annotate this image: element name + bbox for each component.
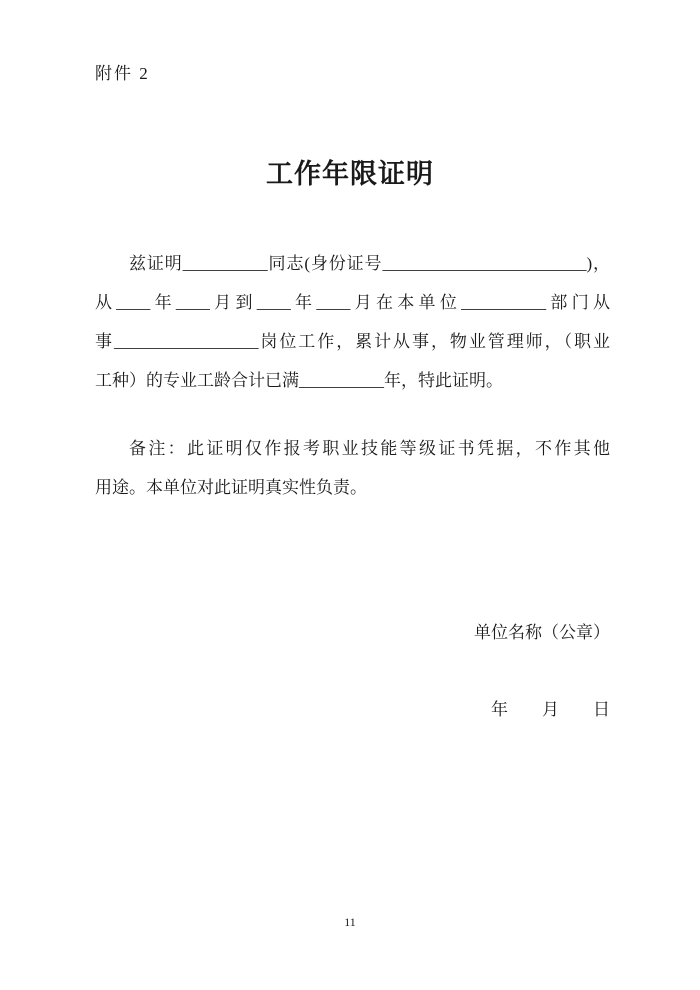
certificate-body — [95, 244, 610, 400]
body-line-1: 兹证明__________同志(身份证号________________________)， — [129, 254, 610, 273]
body-line-2: 从____年____月到____年____月在本单位__________部门从 — [95, 293, 610, 312]
unit-name-seal-label: 单位名称（公章） — [474, 623, 610, 642]
note-paragraph — [95, 429, 610, 507]
page-title: 工作年限证明 — [266, 159, 434, 189]
note-line-2: 用途。本单位对此证明真实性负责。 — [95, 478, 367, 497]
page-number: 11 — [344, 915, 356, 929]
attachment-label: 附件 2 — [95, 64, 150, 83]
date-line: 年 月 日 — [491, 700, 610, 719]
body-line-4: 工种）的专业工龄合计已满__________年，特此证明。 — [95, 371, 503, 390]
note-line-1: 备注：此证明仅作报考职业技能等级证书凭据，不作其他 — [129, 439, 610, 458]
body-line-3: 事_________________岗位工作，累计从事，物业管理师，（职业 — [95, 332, 610, 351]
